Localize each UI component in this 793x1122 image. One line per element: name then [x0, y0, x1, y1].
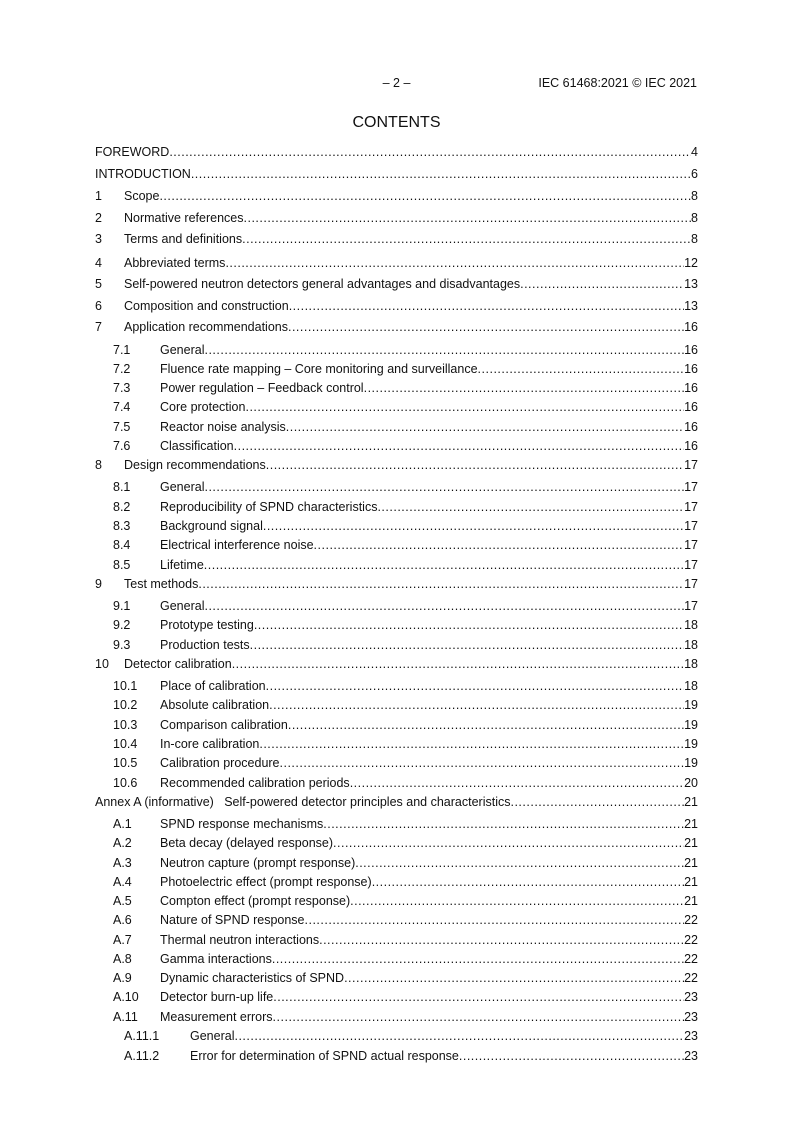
toc-entry[interactable]: [113, 736, 698, 752]
toc-entry[interactable]: [95, 166, 698, 182]
toc-entry[interactable]: [113, 518, 698, 534]
toc-entry-number: 8.5: [113, 558, 131, 572]
toc-entry-number: A.5: [113, 894, 132, 908]
toc-entry-number: 3: [95, 232, 102, 246]
toc-entry-title: Recommended calibration periods: [160, 776, 350, 790]
toc-entry-page: 18: [684, 618, 698, 632]
dot-leader: [273, 1009, 685, 1025]
toc-entry-title: Measurement errors: [160, 1010, 273, 1024]
toc-entry[interactable]: [113, 775, 698, 791]
dot-leader: [273, 989, 684, 1005]
toc-entry-page: 23: [684, 1049, 698, 1063]
toc-entry-number: 1: [95, 189, 102, 203]
toc-entry[interactable]: [113, 438, 698, 454]
toc-entry-page: 22: [684, 952, 698, 966]
toc-entry[interactable]: [113, 835, 698, 851]
toc-entry[interactable]: [113, 912, 698, 928]
toc-entry[interactable]: [113, 678, 698, 694]
toc-entry-title: Gamma interactions: [160, 952, 272, 966]
toc-entry-title: Detector burn-up life: [160, 990, 274, 1004]
toc-entry[interactable]: [113, 970, 698, 986]
toc-entry-title: Composition and construction: [124, 299, 289, 313]
dot-leader: [459, 1048, 684, 1064]
dot-leader: [289, 298, 684, 314]
dot-leader: [288, 717, 684, 733]
toc-entry-number: 7: [95, 320, 102, 334]
toc-entry-title: Lifetime: [160, 558, 204, 572]
toc-entry-page: 19: [684, 718, 698, 732]
dot-leader: [263, 518, 684, 534]
dot-leader: [242, 231, 691, 247]
toc-entry-number: A.8: [113, 952, 132, 966]
toc-entry-number: A.11.1: [124, 1029, 160, 1043]
toc-entry-page: 18: [684, 679, 698, 693]
toc-entry-number: 8.3: [113, 519, 131, 533]
toc-entry-page: 21: [684, 856, 698, 870]
dot-leader: [191, 166, 691, 182]
toc-entry-number: 10.2: [113, 698, 138, 712]
dot-leader: [372, 874, 684, 890]
dot-leader: [259, 736, 684, 752]
toc-entry-number: 9.2: [113, 618, 131, 632]
toc-entry-title: Neutron capture (prompt response): [160, 856, 356, 870]
toc-entry-page: 16: [684, 362, 698, 376]
toc-entry-title: Application recommendations: [124, 320, 288, 334]
toc-entry-page: 21: [684, 894, 698, 908]
toc-entry[interactable]: [95, 298, 698, 314]
toc-entry-title: General: [160, 599, 205, 613]
toc-entry-number: A.11: [113, 1010, 138, 1024]
dot-leader: [364, 380, 685, 396]
toc-entry-page: 17: [684, 500, 698, 514]
toc-entry[interactable]: [113, 598, 698, 614]
toc-entry-number: 9: [95, 577, 102, 591]
toc-entry-page: 8: [691, 211, 698, 225]
dot-leader: [478, 361, 685, 377]
toc-entry[interactable]: [113, 951, 698, 967]
toc-entry[interactable]: [113, 637, 698, 653]
toc-entry[interactable]: [95, 576, 698, 592]
toc-entry[interactable]: [113, 1009, 698, 1025]
toc-entry-number: 8.2: [113, 500, 131, 514]
toc-entry-number: 7.5: [113, 420, 131, 434]
toc-entry-number: A.7: [113, 933, 132, 947]
toc-entry[interactable]: [113, 342, 698, 358]
dot-leader: [323, 816, 684, 832]
toc-entry[interactable]: [113, 419, 698, 435]
toc-entry-title: Reactor noise analysis: [160, 420, 286, 434]
dot-leader: [204, 598, 684, 614]
dot-leader: [234, 1028, 684, 1044]
toc-entry-page: 12: [684, 256, 698, 270]
dot-leader: [169, 144, 691, 160]
toc-entry[interactable]: [95, 210, 698, 226]
toc-entry-page: 19: [684, 698, 698, 712]
dot-leader: [269, 697, 684, 713]
toc-entry[interactable]: [113, 479, 698, 495]
toc-entry-number: 9.3: [113, 638, 131, 652]
toc-entry-title: General: [160, 343, 205, 357]
toc-entry[interactable]: [95, 656, 698, 672]
toc-entry[interactable]: [95, 319, 698, 335]
toc-entry[interactable]: [113, 932, 698, 948]
toc-entry-page: 13: [684, 277, 698, 291]
toc-entry[interactable]: [95, 457, 698, 473]
toc-entry-title: Background signal: [160, 519, 263, 533]
toc-entry-number: 7.2: [113, 362, 131, 376]
toc-entry-number: A.10: [113, 990, 139, 1004]
toc-entry[interactable]: [113, 361, 698, 377]
toc-entry[interactable]: [113, 893, 698, 909]
toc-entry-title: Abbreviated terms: [124, 256, 226, 270]
toc-entry-page: 16: [684, 400, 698, 414]
page-number: – 2 –: [382, 76, 411, 90]
dot-leader: [377, 499, 684, 515]
dot-leader: [314, 537, 685, 553]
toc-entry-number: 10: [95, 657, 109, 671]
toc-entry-page: 17: [684, 519, 698, 533]
toc-entry[interactable]: [113, 874, 698, 890]
toc-entry-page: 23: [684, 1029, 698, 1043]
toc-entry-title: General: [190, 1029, 235, 1043]
dot-leader: [234, 438, 684, 454]
toc-entry-page: 16: [684, 381, 698, 395]
toc-entry-title: Classification: [160, 439, 234, 453]
toc-entry-title: Test methods: [124, 577, 199, 591]
toc-entry-page: 4: [691, 145, 698, 159]
toc-entry-page: 18: [684, 638, 698, 652]
toc-entry-number: 10.5: [113, 756, 138, 770]
toc-entry[interactable]: [113, 989, 698, 1005]
toc-entry-title: Terms and definitions: [124, 232, 243, 246]
dot-leader: [520, 276, 684, 292]
toc-entry[interactable]: [113, 755, 698, 771]
toc-entry[interactable]: [95, 794, 698, 810]
toc-entry[interactable]: [95, 255, 698, 271]
toc-entry-page: 17: [684, 558, 698, 572]
toc-entry-page: 17: [684, 577, 698, 591]
toc-entry-page: 21: [684, 795, 698, 809]
toc-entry-page: 17: [684, 599, 698, 613]
toc-entry-title: Compton effect (prompt response): [160, 894, 351, 908]
toc-entry-number: A.1: [113, 817, 132, 831]
toc-entry[interactable]: [113, 380, 698, 396]
toc-entry-page: 17: [684, 458, 698, 472]
toc-entry-title: Thermal neutron interactions: [160, 933, 320, 947]
dot-leader: [254, 617, 684, 633]
toc-entry[interactable]: [124, 1048, 698, 1064]
toc-entry-title: Design recommendations: [124, 458, 266, 472]
toc-entry-page: 17: [684, 480, 698, 494]
dot-leader: [204, 479, 684, 495]
toc-entry-title: FOREWORD: [95, 145, 170, 159]
toc-entry-title: In-core calibration: [160, 737, 260, 751]
toc-entry-page: 16: [684, 343, 698, 357]
toc-entry-number: 8.1: [113, 480, 131, 494]
toc-entry-number: 10.3: [113, 718, 138, 732]
toc-entry-title: General: [160, 480, 205, 494]
toc-entry[interactable]: [124, 1028, 698, 1044]
dot-leader: [286, 419, 684, 435]
toc-entry-number: 7.6: [113, 439, 131, 453]
contents-title: CONTENTS: [352, 114, 441, 131]
toc-entry[interactable]: [113, 855, 698, 871]
dot-leader: [350, 893, 684, 909]
toc-entry-title: Error for determination of SPND actual response: [190, 1049, 459, 1063]
toc-entry-page: 21: [684, 875, 698, 889]
toc-entry-page: 18: [684, 657, 698, 671]
toc-entry-page: 16: [684, 439, 698, 453]
toc-entry-title: Beta decay (delayed response): [160, 836, 334, 850]
dot-leader: [305, 912, 685, 928]
toc-entry-page: 8: [691, 189, 698, 203]
toc-entry-page: 19: [684, 737, 698, 751]
toc-entry-page: 17: [684, 538, 698, 552]
toc-entry-number: 4: [95, 256, 102, 270]
toc-entry-number: 9.1: [113, 599, 131, 613]
dot-leader: [204, 342, 684, 358]
dot-leader: [333, 835, 684, 851]
toc-entry-page: 20: [684, 776, 698, 790]
toc-entry-page: 22: [684, 913, 698, 927]
toc-entry-number: 10.4: [113, 737, 138, 751]
document-id: IEC 61468:2021 © IEC 2021: [538, 76, 697, 90]
toc-entry-number: 6: [95, 299, 102, 313]
dot-leader: [510, 794, 684, 810]
toc-entry-title: Normative references: [124, 211, 244, 225]
toc-entry[interactable]: [113, 399, 698, 415]
toc-entry-page: 21: [684, 836, 698, 850]
toc-entry[interactable]: [95, 276, 698, 292]
toc-entry[interactable]: [113, 697, 698, 713]
toc-entry-title: Power regulation – Feedback control: [160, 381, 364, 395]
toc-entry-page: 16: [684, 420, 698, 434]
toc-entry-page: 23: [684, 990, 698, 1004]
dot-leader: [244, 210, 692, 226]
toc-entry[interactable]: [113, 537, 698, 553]
toc-entry-number: A.6: [113, 913, 132, 927]
toc-entry-page: 22: [684, 933, 698, 947]
dot-leader: [198, 576, 684, 592]
toc-entry-title: Reproducibility of SPND characteristics: [160, 500, 378, 514]
dot-leader: [319, 932, 684, 948]
toc-entry-title: Annex A (informative) Self-powered detector principles and characteristics: [95, 795, 511, 809]
toc-entry-page: 19: [684, 756, 698, 770]
toc-entry-number: 10.6: [113, 776, 138, 790]
toc-entry-number: A.3: [113, 856, 132, 870]
dot-leader: [344, 970, 684, 986]
toc-entry[interactable]: [113, 557, 698, 573]
dot-leader: [204, 557, 684, 573]
toc-entry[interactable]: [113, 816, 698, 832]
toc-entry-title: SPND response mechanisms: [160, 817, 324, 831]
dot-leader: [272, 951, 684, 967]
toc-entry-page: 13: [684, 299, 698, 313]
toc-entry-title: Absolute calibration: [160, 698, 270, 712]
toc-entry-number: 10.1: [113, 679, 138, 693]
toc-entry[interactable]: [113, 617, 698, 633]
dot-leader: [266, 457, 684, 473]
dot-leader: [245, 399, 684, 415]
toc-entry-page: 16: [684, 320, 698, 334]
toc-entry-title: Production tests: [160, 638, 250, 652]
toc-entry-page: 22: [684, 971, 698, 985]
toc-entry-page: 8: [691, 232, 698, 246]
toc-entry-title: Prototype testing: [160, 618, 254, 632]
toc-entry-number: 7.3: [113, 381, 131, 395]
toc-entry-title: Nature of SPND response: [160, 913, 305, 927]
toc-entry-number: A.11.2: [124, 1049, 160, 1063]
toc-entry-number: 5: [95, 277, 102, 291]
toc-entry-number: A.2: [113, 836, 132, 850]
toc-entry-title: Dynamic characteristics of SPND: [160, 971, 345, 985]
dot-leader: [266, 678, 684, 694]
dot-leader: [225, 255, 684, 271]
dot-leader: [159, 188, 691, 204]
toc-entry[interactable]: [95, 144, 698, 160]
toc-entry-title: Comparison calibration: [160, 718, 288, 732]
toc-entry-title: Fluence rate mapping – Core monitoring and surveillance: [160, 362, 478, 376]
toc-entry-title: Self-powered neutron detectors general advantages and disadvantages: [124, 277, 521, 291]
dot-leader: [232, 656, 684, 672]
toc-entry-title: Place of calibration: [160, 679, 266, 693]
toc-entry-number: 2: [95, 211, 102, 225]
toc-entry[interactable]: [95, 231, 698, 247]
toc-entry-page: 6: [691, 167, 698, 181]
toc-entry-number: 8.4: [113, 538, 131, 552]
dot-leader: [250, 637, 684, 653]
toc-entry-title: INTRODUCTION: [95, 167, 191, 181]
toc-entry-title: Core protection: [160, 400, 246, 414]
toc-entry-page: 23: [684, 1010, 698, 1024]
toc-entry-number: A.4: [113, 875, 132, 889]
toc-entry-number: A.9: [113, 971, 132, 985]
dot-leader: [280, 755, 685, 771]
dot-leader: [350, 775, 684, 791]
toc-entry-number: 7.1: [113, 343, 131, 357]
dot-leader: [355, 855, 684, 871]
toc-entry-title: Detector calibration: [124, 657, 232, 671]
toc-entry-page: 21: [684, 817, 698, 831]
toc-entry-title: Calibration procedure: [160, 756, 280, 770]
toc-entry-title: Scope: [124, 189, 160, 203]
dot-leader: [288, 319, 684, 335]
toc-entry[interactable]: [95, 188, 698, 204]
toc-entry-title: Electrical interference noise: [160, 538, 314, 552]
toc-entry[interactable]: [113, 499, 698, 515]
toc-entry-number: 7.4: [113, 400, 131, 414]
toc-entry-title: Photoelectric effect (prompt response): [160, 875, 372, 889]
toc-entry-number: 8: [95, 458, 102, 472]
toc-entry[interactable]: [113, 717, 698, 733]
